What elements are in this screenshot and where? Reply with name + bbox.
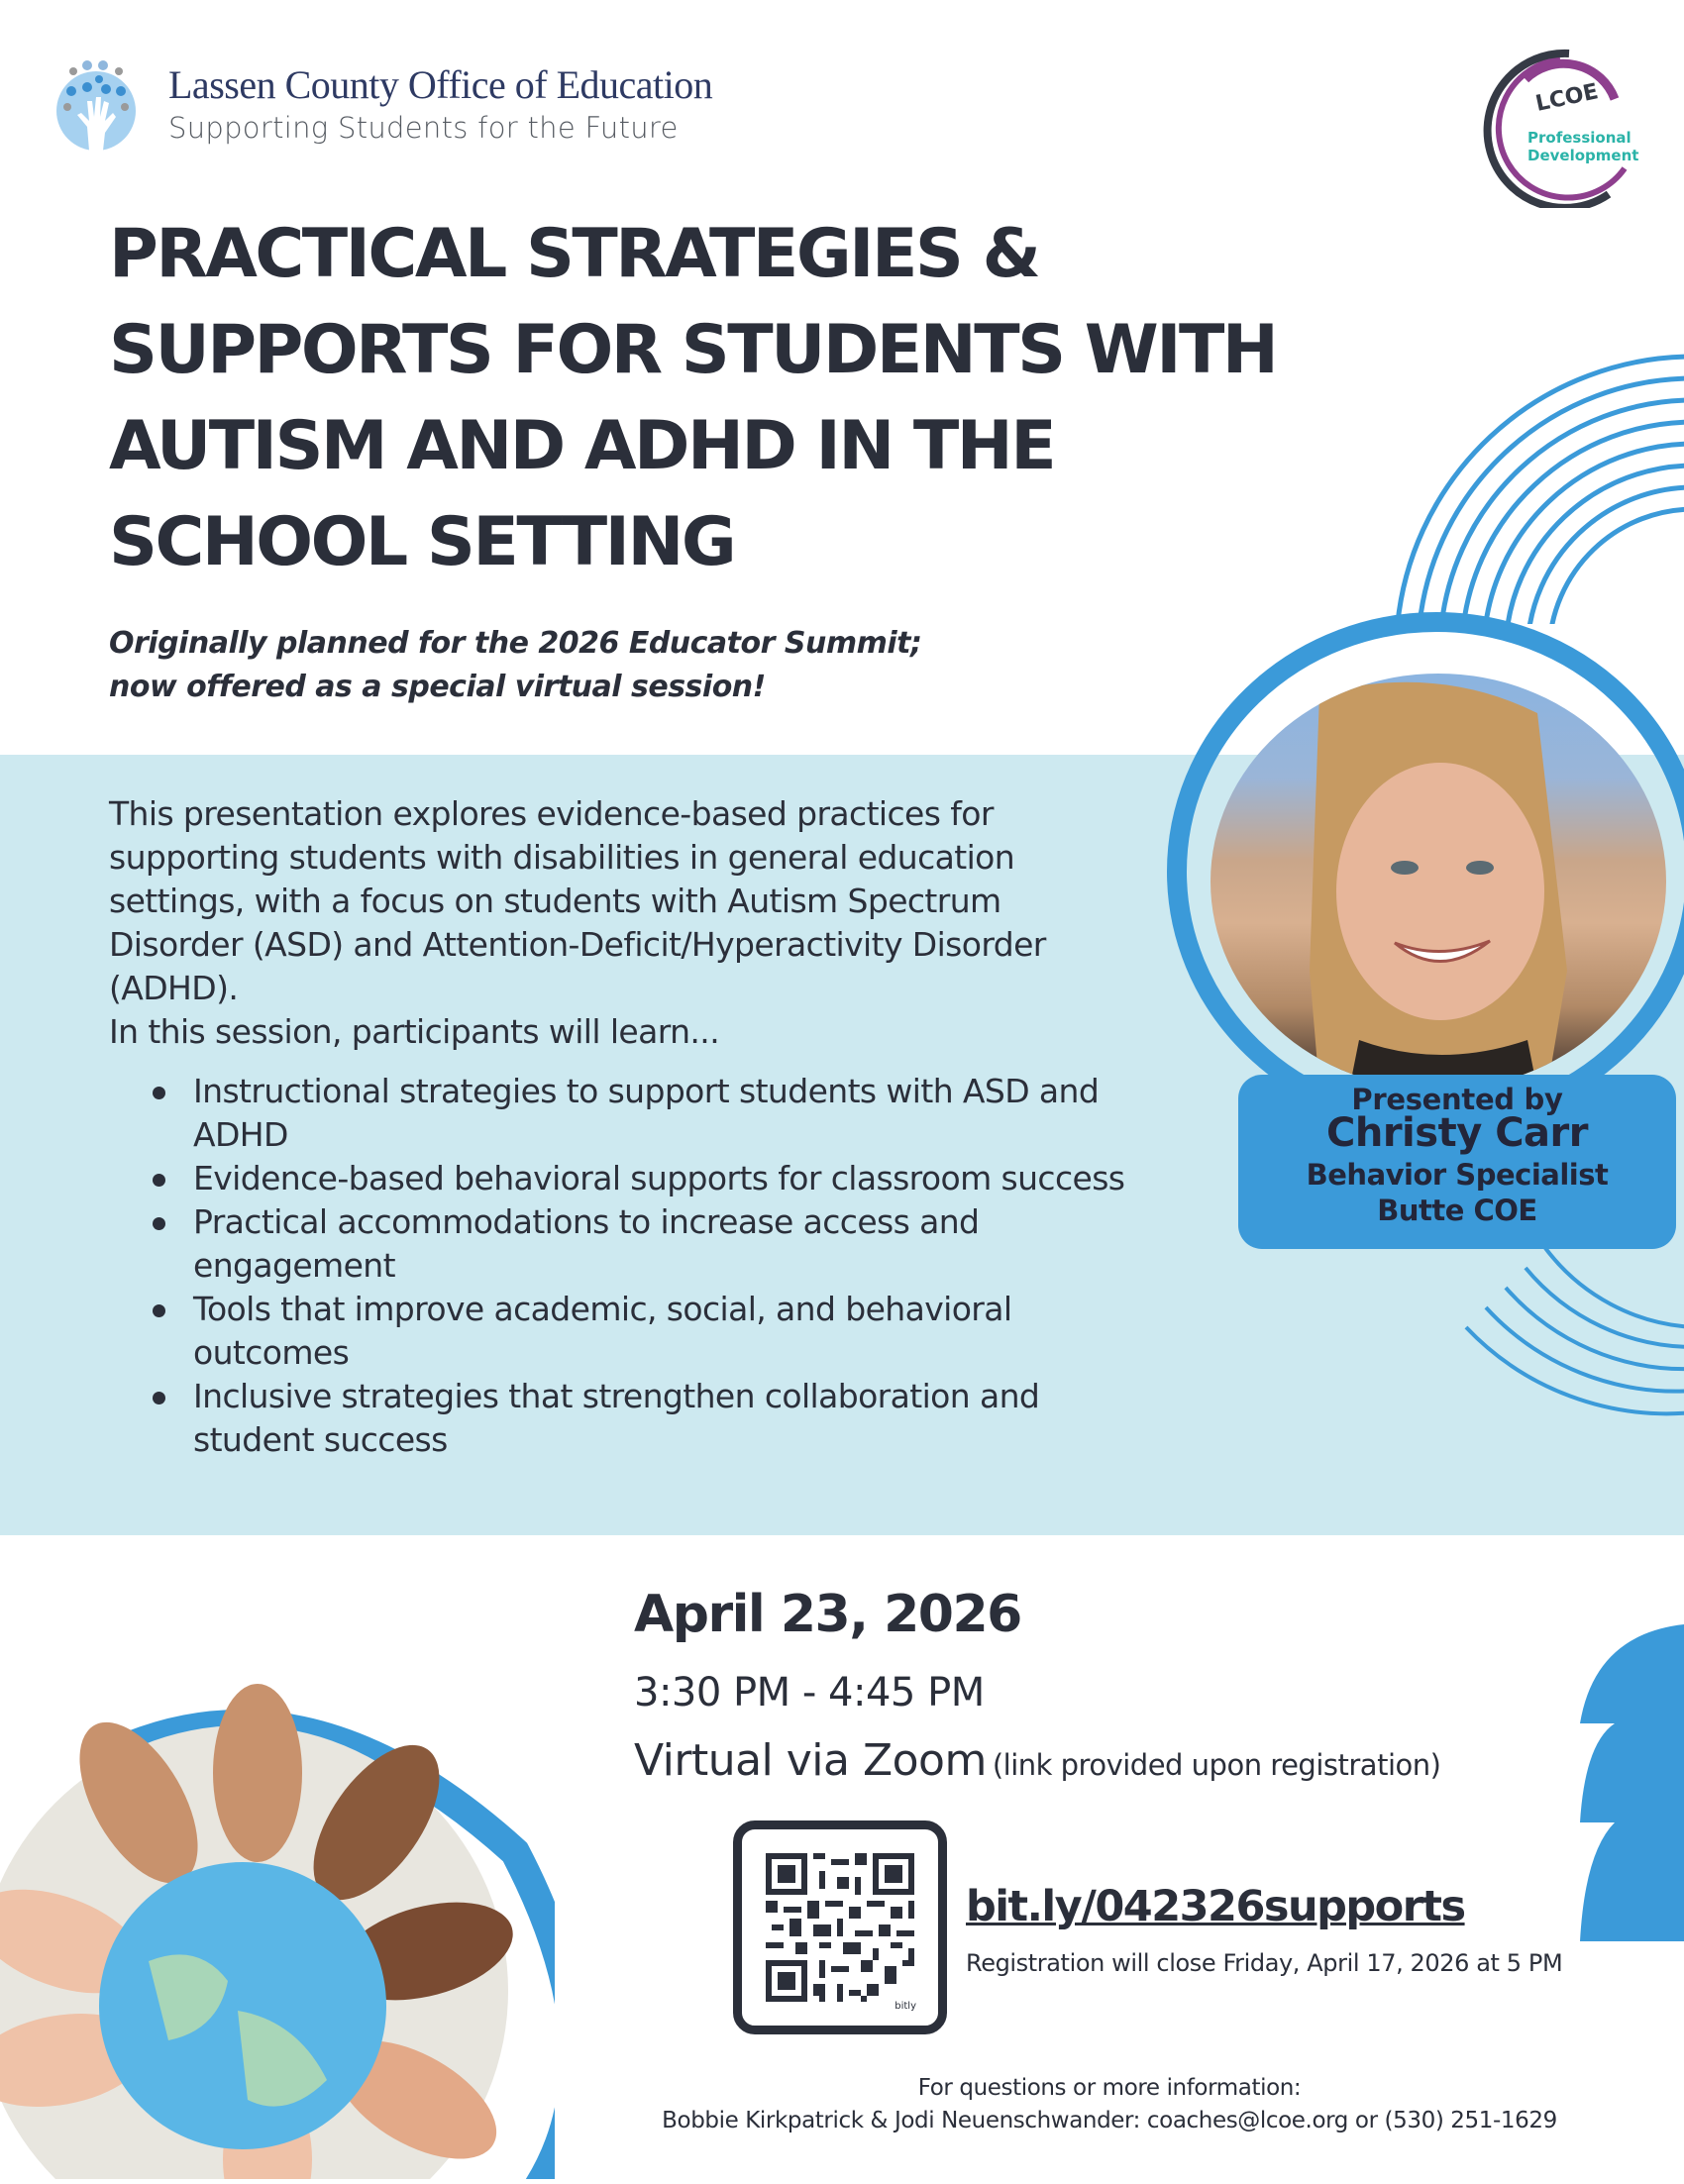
contact-heading: For questions or more information:: [917, 2075, 1302, 2101]
location-label: Virtual via Zoom: [634, 1735, 987, 1786]
person-portrait-icon: [1210, 674, 1666, 1090]
intro-paragraph: This presentation explores evidence-based practices for supporting students with disabilities in general education settings, with a focus on students with Autism Spectrum Disorder (ASD) and Attention-Deficit/Hyperactivity Disorder (ADHD).: [109, 794, 1046, 1007]
qr-brand-label: bitly: [895, 2001, 916, 2012]
svg-text:Professional: Professional: [1527, 129, 1631, 147]
title-line: PRACTICAL STRATEGIES &: [109, 215, 1039, 293]
event-date: April 23, 2026: [634, 1585, 1021, 1644]
org-tagline: Supporting Students for the Future: [168, 111, 679, 145]
org-logo: [52, 55, 765, 155]
page-title: [109, 206, 1397, 590]
svg-text:LCOE: LCOE: [1533, 79, 1601, 117]
registration-link[interactable]: bit.ly/042326supports: [966, 1882, 1465, 1931]
intro-lead-in: In this session, participants will learn...: [109, 1012, 720, 1051]
registration-qr-code[interactable]: [733, 1820, 947, 2034]
speaker-role: Behavior Specialist: [1306, 1158, 1609, 1192]
contact-info: [594, 2072, 1625, 2137]
svg-text:Development: Development: [1527, 147, 1639, 164]
location-note: (link provided upon registration): [992, 1748, 1441, 1782]
swirl-icon: [1466, 40, 1644, 208]
learning-objectives-list: [149, 1070, 1159, 1462]
hands-holding-globe-icon: [0, 1664, 555, 2179]
speaker-organization: Butte COE: [1377, 1194, 1537, 1227]
list-item: Practical accommodations to increase access and engagement: [149, 1200, 1159, 1288]
registration-close-note: Registration will close Friday, April 17, 2026 at 5 PM: [966, 1949, 1563, 1977]
title-line: AUTISM AND ADHD IN THE: [109, 407, 1055, 485]
decorative-wave: [1575, 1624, 1684, 1941]
event-location: [634, 1735, 1440, 1786]
list-item: Inclusive strategies that strengthen collaboration and student success: [149, 1375, 1159, 1462]
globe-hand-icon: [52, 55, 141, 155]
hands-globe-photo: [0, 1664, 555, 2179]
title-line: SCHOOL SETTING: [109, 503, 735, 581]
title-line: SUPPORTS FOR STUDENTS WITH: [109, 311, 1277, 389]
description-intro: [109, 792, 1139, 1054]
subtitle: Originally planned for the 2026 Educator Summit; now offered as a special virtual session!: [109, 626, 922, 704]
list-item: Tools that improve academic, social, and behavioral outcomes: [149, 1288, 1159, 1375]
qr-code-icon: [742, 1829, 938, 2026]
list-item: Evidence-based behavioral supports for classroom success: [149, 1157, 1159, 1200]
contact-details: Bobbie Kirkpatrick & Jodi Neuenschwander: coaches@lcoe.org or (530) 251-1629: [662, 2108, 1557, 2133]
event-time: 3:30 PM - 4:45 PM: [634, 1670, 985, 1716]
org-name: Lassen County Office of Education: [168, 62, 713, 107]
list-item: Instructional strategies to support students with ASD and ADHD: [149, 1070, 1159, 1157]
decorative-arcs-top: [1367, 327, 1684, 624]
presented-by-label: Presented by: [1351, 1083, 1563, 1116]
lcoe-pd-logo: [1466, 40, 1644, 208]
speaker-photo: [1210, 674, 1666, 1090]
speaker-card: [1238, 1075, 1676, 1249]
speaker-name: Christy Carr: [1326, 1110, 1588, 1156]
